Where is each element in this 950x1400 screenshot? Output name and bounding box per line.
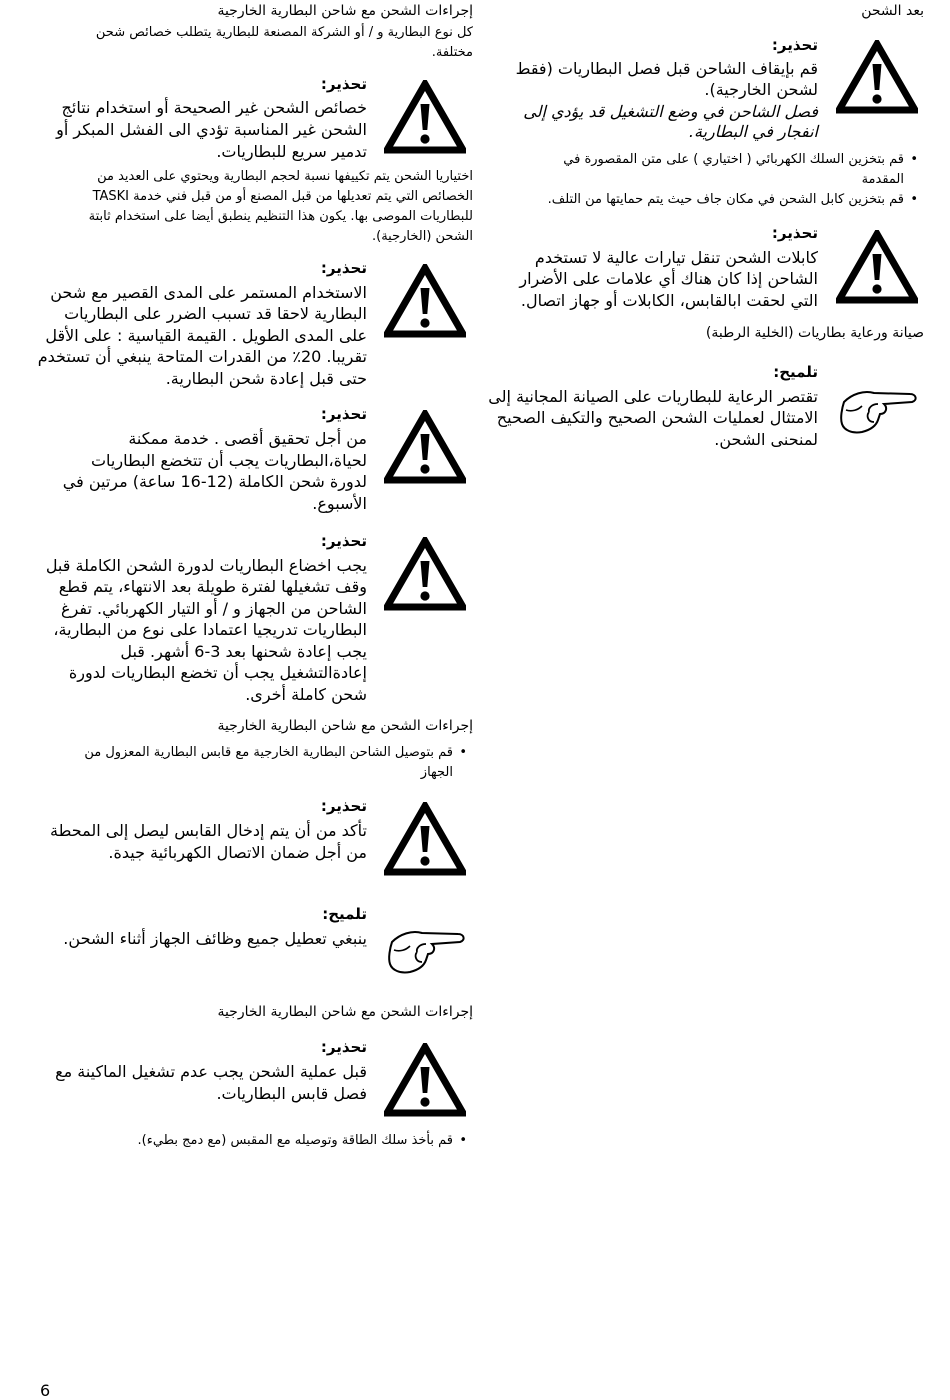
warning-text-line: وقف تشغيلها لفترة طويلة بعد الانتهاء، يتم قطع [58, 577, 367, 596]
paragraph-line: اختياريا الشحن يتم تكييفها نسبة لحجم البطارية ويحتوي على العديد من [97, 169, 473, 184]
bullet-text-line: المقدمة [861, 172, 904, 187]
warning-text-line: تأكد من أن يتم إدخال القابس ليصل إلى المحطة [50, 821, 367, 840]
warning-label: تحذير: [320, 1038, 367, 1056]
warning-text-line: الشحن غير المناسبة تؤدي الى الفشل المبكر أو [56, 120, 367, 139]
warning-text-line: إعادةالتشغيل يجب أن تخضع البطاريات لدورة [68, 663, 367, 682]
warning-text-line: يجب إعادة شحنها بعد 3-6 أشهر. قبل [120, 642, 367, 661]
warning-text-line: شحن كاملة أخرى. [245, 685, 367, 704]
warning-text-line: خصائص الشحن غير الصحيحة أو استخدام نتائج [61, 98, 367, 117]
warning-triangle-icon [836, 40, 918, 114]
section-title: إجراءات الشحن مع شاحن البطارية الخارجية [217, 1004, 473, 1020]
paragraph-line: مختلفة. [431, 45, 473, 60]
tip-text-line: الامتثال لعمليات الشحن الصحيح والتكيف الصحيح [496, 408, 818, 427]
bullet-dot: • [459, 1133, 467, 1148]
warning-label: تحذير: [320, 405, 367, 423]
warning-text-line: يجب اخضاع البطاريات لدورة الشحن الكاملة قبل [45, 556, 367, 575]
warning-text-line: حتى قبل إعادة شحن البطارية. [165, 369, 367, 388]
list-item [563, 150, 918, 169]
warning-text-line: الشاحن من الجهاز و / أو التيار الكهربائي. تفرغ [61, 599, 367, 618]
bullet-text-line: الجهاز [420, 765, 453, 780]
warning-text-line: لشحن الخارجية). [704, 80, 818, 99]
warning-text-line: قم بإيقاف الشاحن قبل فصل البطاريات (فقط [515, 59, 818, 78]
bullet-dot: • [459, 745, 467, 760]
warning-triangle-icon [384, 1043, 466, 1117]
page-number: 6 [40, 1381, 51, 1400]
warning-triangle-icon [384, 264, 466, 338]
warning-text-line: الأسبوع. [312, 494, 367, 513]
warning-text-line: الاستخدام المستمر على المدى القصير مع شحن [50, 283, 367, 302]
list-item [84, 743, 467, 762]
section-title: إجراءات الشحن مع شاحن البطارية الخارجية [217, 718, 473, 734]
bullet-text-line: قم بأخذ سلك الطاقة وتوصيله مع المقبس (مع دمج بطيء). [137, 1133, 453, 1148]
warning-text-line: من أجل تحقيق أقصى . خدمة ممكنة [128, 429, 367, 448]
pointing-hand-icon [838, 386, 920, 438]
warning-text-line: فصل قابس البطاريات. [216, 1084, 367, 1103]
warning-text-line: البطارية لاحقا قد تسبب الضرر على البطاريات [64, 304, 367, 323]
paragraph-line: للبطاريات الموصى بها. يكون هذا التنظيم ينطبق أيضا على استخدام ثابتة [88, 209, 473, 224]
bullet-text-line: قم بتخزين كابل الشحن في مكان جاف حيث يتم حمايتها من التلف. [547, 192, 904, 207]
list-item [137, 1131, 467, 1150]
warning-triangle-icon [384, 537, 466, 611]
tip-text-line: لمنحنى الشحن. [714, 430, 818, 449]
bullet-text-line: قم بتخزين السلك الكهربائي ( اختياري ) على متن المقصورة في [563, 152, 904, 167]
warning-text-line: البطاريات تدريجيا اعتمادا على نوع من البطارية، [53, 620, 367, 639]
warning-text-line: التي لحقت ابالقابس، الكابلات أو جهاز اتصال. [520, 291, 818, 310]
warning-text-line: تقريبا. 20٪ من القدرات المتاحة ينبغي أن تستخدم [37, 347, 367, 366]
warning-text-line: على المدى الطويل . القيمة القياسية : على الأقل [45, 326, 367, 345]
warning-text-line: تدمير سريع للبطاريات. [216, 142, 367, 161]
paragraph-line: الخصائص التي يتم تعديلها من قبل المصنع أو من قبل فني خدمة TASKI [92, 189, 473, 204]
tip-label: تلميح: [322, 905, 367, 923]
warning-label: تحذير: [320, 259, 367, 277]
section-title-after-charging: بعد الشحن [861, 3, 924, 19]
warning-label: تحذير: [320, 75, 367, 93]
section-title: إجراءات الشحن مع شاحن البطارية الخارجية [217, 3, 473, 19]
warning-label: تحذير: [320, 797, 367, 815]
tip-text-line: ينبغي تعطيل جميع وظائف الجهاز أثناء الشحن. [63, 929, 367, 948]
warning-text-line: لدورة شحن الكاملة (12-16 ساعة) مرتين في [62, 472, 367, 491]
paragraph-line: كل نوع البطارية و / أو الشركة المصنعة للبطارية يتطلب خصائص شحن [95, 25, 473, 40]
warning-text-line: كابلات الشحن تنقل تيارات عالية لا تستخدم [534, 248, 818, 267]
warning-text-line: لحياة،البطاريات يجب أن تتخضع البطاريات [90, 451, 367, 470]
warning-label: تحذير: [771, 36, 818, 54]
warning-text-line: من أجل ضمان الاتصال الكهربائية جيدة. [108, 843, 367, 862]
paragraph-line: الشحن (الخارجية). [372, 229, 473, 244]
tip-text-line: تقتصر الرعاية للبطاريات على الصيانة المجانية إلى [488, 387, 818, 406]
bullet-dot: • [910, 152, 918, 167]
warning-triangle-icon [836, 230, 918, 304]
warning-text-line: قبل عملية الشحن يجب عدم تشغيل الماكينة مع [55, 1062, 367, 1081]
tip-label: تلميح: [773, 363, 818, 381]
warning-italic-line: فصل الشاحن في وضع التشغيل قد يؤدي إلى [523, 102, 818, 121]
section-title-maintenance: صيانة ورعاية بطاريات (الخلية الرطبة) [705, 325, 924, 341]
warning-triangle-icon [384, 80, 466, 154]
warning-text-line: الشاحن إذا كان هناك أي علامات على الأضرار [519, 269, 818, 288]
bullet-dot: • [910, 192, 918, 207]
warning-label: تحذير: [771, 224, 818, 242]
warning-triangle-icon [384, 410, 466, 484]
warning-italic-line: انفجار في البطارية. [688, 122, 818, 141]
warning-triangle-icon [384, 802, 466, 876]
pointing-hand-icon [386, 926, 468, 978]
warning-label: تحذير: [320, 532, 367, 550]
bullet-text-line: قم بتوصيل الشاحن البطارية الخارجية مع قابس البطارية المعزول من [84, 745, 453, 760]
list-item [547, 190, 918, 209]
